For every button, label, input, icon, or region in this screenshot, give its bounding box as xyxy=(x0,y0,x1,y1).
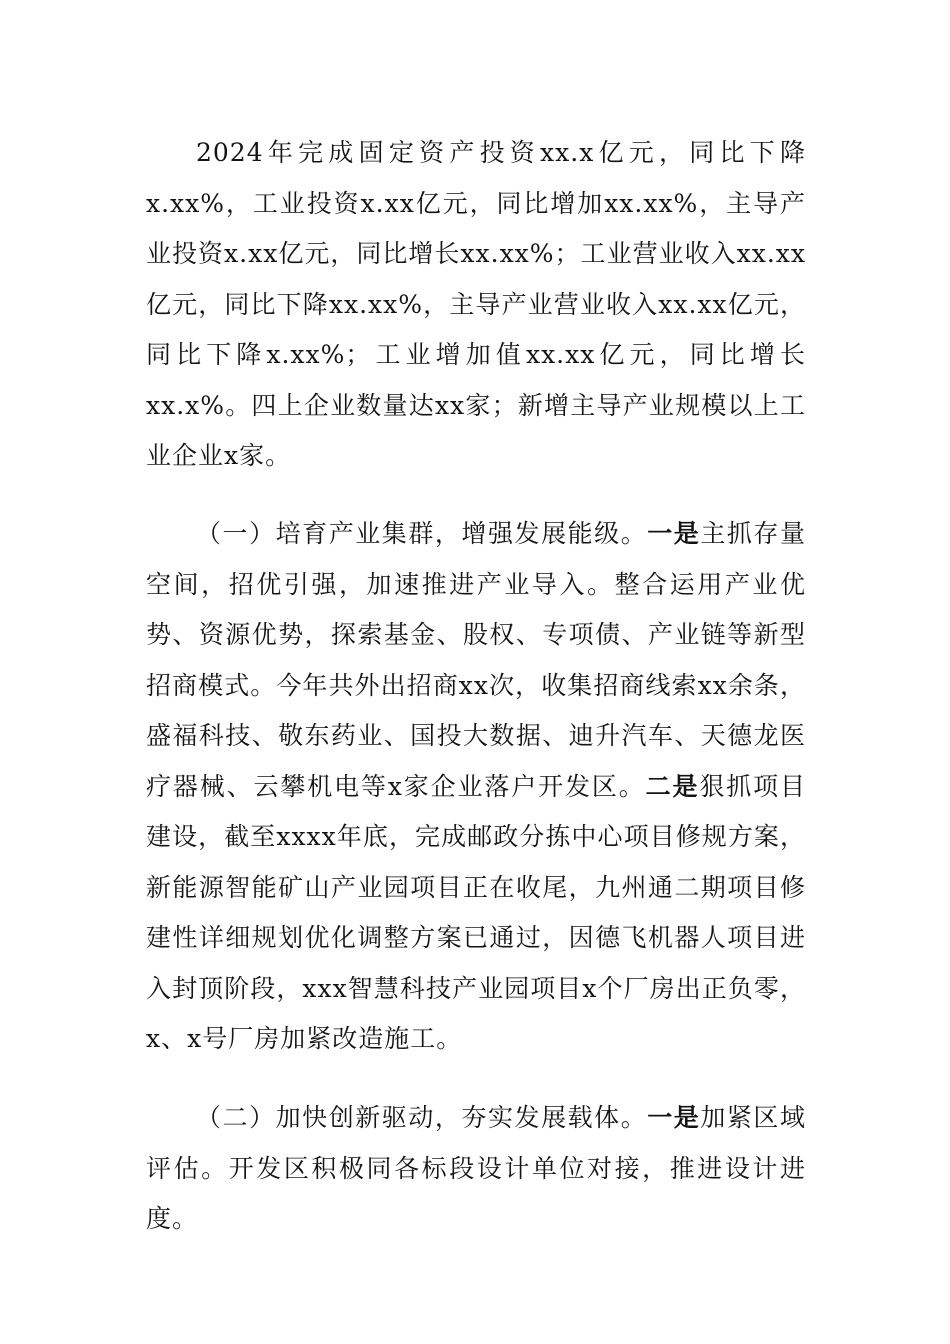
section-2-paragraph xyxy=(146,1093,806,1245)
section-1-body xyxy=(146,509,806,1065)
section-1-heading: （一）培育产业集群，增强发展能级。 xyxy=(196,519,648,548)
section-2-marker-1: 一是 xyxy=(647,1103,701,1132)
section-2-heading: （二）加快创新驱动，夯实发展载体。 xyxy=(196,1103,648,1132)
section-1-text-1: 主抓存量空间，招优引强，加速推进产业导入。整合运用产业优势、资源优势，探索基金、股权、专项债、产业链等新型招商模式。今年共外出招商xx次，收集招商线索xx余条，盛福科技、敬东药业、国投大数据、迪升汽车、天德龙医疗器械、云攀机电等x家企业落户开发区。 xyxy=(146,519,806,801)
section-1-marker-1: 一是 xyxy=(647,519,701,548)
section-2-text-1: 加紧区域评估。开发区积极同各标段设计单位对接，推进设计进度。 xyxy=(146,1103,806,1233)
section-1-text-2: 狠抓项目建设，截至xxxx年底，完成邮政分拣中心项目修规方案，新能源智能矿山产业园项目正在收尾，九州通二期项目修建性详细规划优化调整方案已通过，因德飞机器人项目进入封顶阶段，xxx智慧科技产业园项目x个厂房出正负零，x、x号厂房加紧改造施工。 xyxy=(146,771,806,1053)
section-1-marker-2: 二是 xyxy=(645,771,700,801)
summary-paragraph xyxy=(146,128,806,482)
summary-text: 2024年完成固定资产投资xx.x亿元，同比下降x.xx%，工业投资x.xx亿元，同比增加xx.xx%，主导产业投资x.xx亿元，同比增长xx.xx%；工业营业收入xx.xx亿元，同比下降xx.xx%，主导产业营业收入xx.xx亿元，同比下降x.xx%；工业增加值xx.xx亿元，同比增长xx.x%。四上企业数量达xx家；新增主导产业规模以上工业企业x家。 xyxy=(146,138,806,470)
section-2-body xyxy=(146,1093,806,1245)
section-1-paragraph xyxy=(146,509,806,1065)
